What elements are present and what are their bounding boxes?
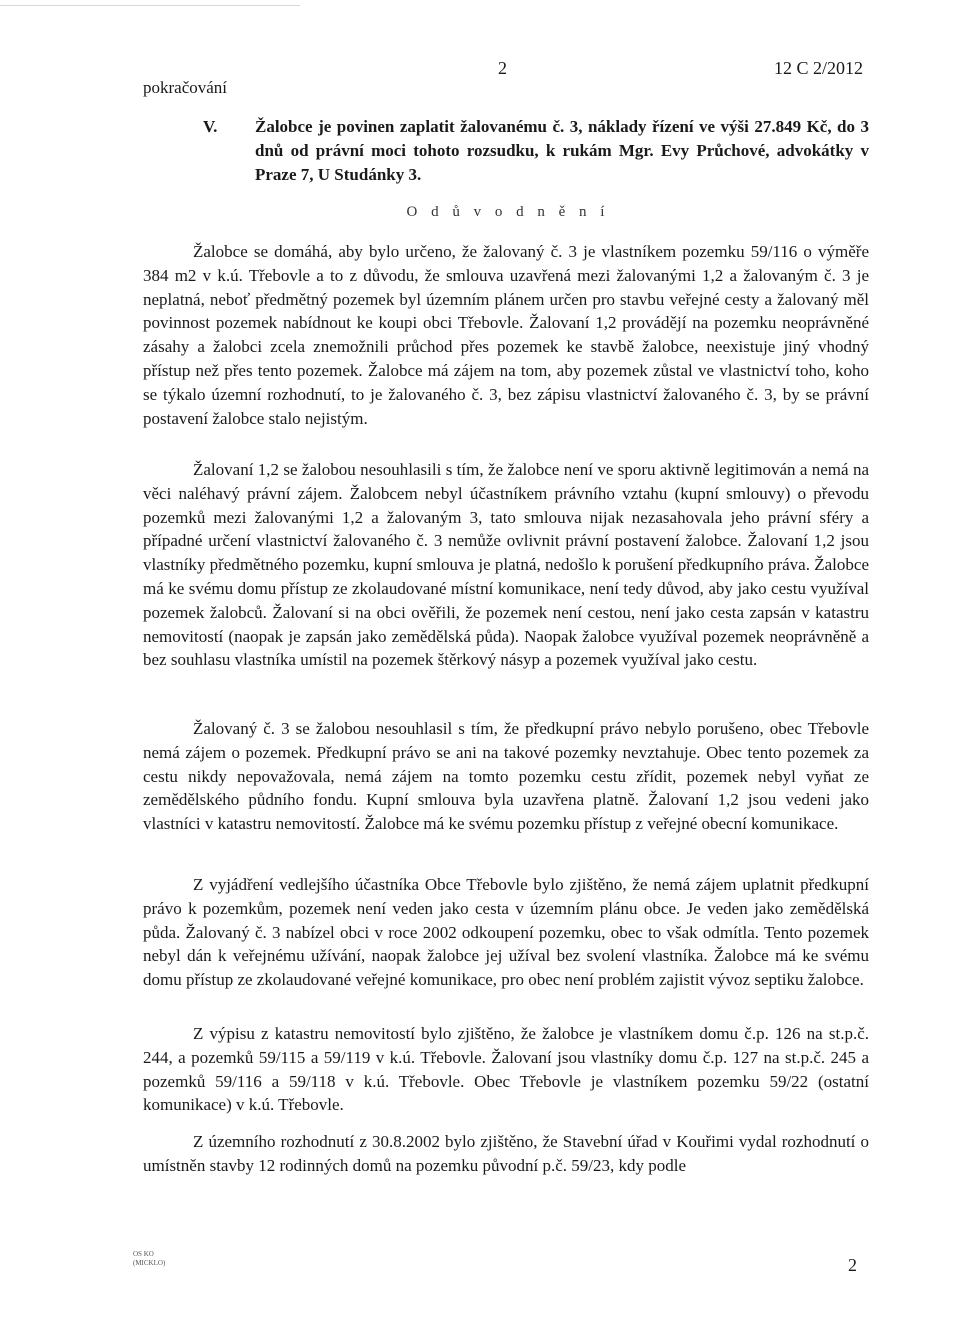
top-rule xyxy=(0,5,300,6)
paragraph-claim: Žalobce se domáhá, aby bylo určeno, že žalovaný č. 3 je vlastníkem pozemku 59/116 o výměře 384 m2 v k.ú. Třebovle a to z důvodu, že smlouva uzavřená mezi žalovanými 1,2 a žalovaným č. 3 je neplatná, neboť předmětný pozemek byl územním plánem určen pro stavbu veřejné cesty a žalovaný měl povinnost pozemek nabídnout ke koupi obci Třebovle. Žalovaní 1,2 provádějí na pozemku neoprávněné zásahy a žalobci zcela znemožnili průchod přes pozemek ke stavbě žalobce, neexistuje jiný vhodný přístup než přes tento pozemek. Žalobce má zájem na tom, aby pozemek zůstal ve vlastnictví toho, koho se týkalo územní rozhodnutí, to je žalovaného č. 3, bez zápisu vlastnictví žalovaného č. 3, by se právní postavení žalobce stalo nejistým. xyxy=(143,242,869,428)
paragraph-municipality: Z vyjádření vedlejšího účastníka Obce Třebovle bylo zjištěno, že nemá zájem uplatnit předkupní právo k pozemkům, pozemek není veden jako cesta v územním plánu obce. Je veden jako zemědělská půda. Žalovaný č. 3 nabízel obci v roce 2002 odkoupení pozemku, obec to však odmítla. Tento pozemek nebyl dán k veřejnému užívání, naopak žalobce jej užíval bez svolení vlastníka. Žalobce má ke svému domu přístup ze zkolaudované veřejné komunikace, pro obec není problém zajistit vývoz septiku žalobce. xyxy=(143,875,869,990)
paragraph-zoning-decision: Z územního rozhodnutí z 30.8.2002 bylo zjištěno, že Stavební úřad v Kouřimi vydal rozhodnutí o umístněn stavby 12 rodinných domů na pozemku původní p.č. 59/23, kdy podle xyxy=(143,1132,869,1175)
verdict-number: V. xyxy=(203,117,218,136)
footer-page-number: 2 xyxy=(848,1255,857,1275)
verdict-item xyxy=(203,115,869,187)
paragraph-defendant-3: Žalovaný č. 3 se žalobou nesouhlasil s tím, že předkupní právo nebylo porušeno, obec Třebovle nemá zájem o pozemek. Předkupní právo se ani na takové pozemky nevztahuje. Obec tento pozemek za cestu nikdy nepovažovala, nemá zájem na tomto pozemku cestu zřídit, pozemek nebyl vyňat ze zemědělského půdního fondu. Kupní smlouva byla uzavřena platně. Žalovaní 1,2 jsou vedeni jako vlastníci v katastru nemovitostí. Žalobce má ke svému pozemku přístup z veřejné obecní komunikace. xyxy=(143,719,869,834)
reasoning-heading: O d ů v o d n ě n í xyxy=(406,204,610,220)
footer-mark-line1: OS KO xyxy=(133,1250,154,1258)
paragraph-cadastre: Z výpisu z katastru nemovitostí bylo zjištěno, že žalobce je vlastníkem domu č.p. 126 na st.p.č. 244, a pozemků 59/115 a 59/119 v k.ú. Třebovle. Žalovaní jsou vlastníky domu č.p. 127 na st.p.č. 245 a pozemků 59/116 a 59/118 v k.ú. Třebovle. Obec Třebovle je vlastníkem pozemku 59/22 (ostatní komunikace) v k.ú. Třebovle. xyxy=(143,1024,869,1115)
verdict-text: Žalobce je povinen zaplatit žalovanému č. 3, náklady řízení ve výši 27.849 Kč, do 3 dnů od právní moci tohoto rozsudku, k rukám Mgr. Evy Průchové, advokátky v Praze 7, U Studánky 3. xyxy=(255,117,869,184)
footer-mark-line2: (MICKLO) xyxy=(133,1259,166,1267)
continuation-label: pokračování xyxy=(143,78,228,97)
case-number: 12 C 2/2012 xyxy=(774,58,864,78)
footer-mark xyxy=(133,1250,165,1268)
paragraph-defendants-1-2: Žalovaní 1,2 se žalobou nesouhlasili s tím, že žalobce není ve sporu aktivně legitimován a nemá na věci naléhavý právní zájem. Žalobcem nebyl účastníkem právního vztahu (kupní smlouvy) o převodu pozemků mezi žalovanými 1,2 a žalovaným 3, tato smlouva nijak nezasahovala jeho právní sféry a případné určení vlastnictví žalovaného č. 3 nemůže ovlivnit právní postavení žalobce. Žalovaní 1,2 jsou vlastníky předmětného pozemku, kupní smlouva je platná, nedošlo k porušení předkupního práva. Žalobce má ke svému domu přístup ze zkolaudované místní komunikace, není tedy důvod, aby jako cestu využíval pozemek žalobců. Žalovaní si na obci ověřili, že pozemek není cestou, není jako cesta zapsán v katastru nemovitostí (naopak je zapsán jako zemědělská půda). Naopak žalobce využíval pozemek neoprávněně a bez souhlasu vlastníka umístil na pozemek štěrkový násyp a pozemek využíval jako cestu. xyxy=(143,460,869,670)
header-page-number: 2 xyxy=(498,58,507,78)
